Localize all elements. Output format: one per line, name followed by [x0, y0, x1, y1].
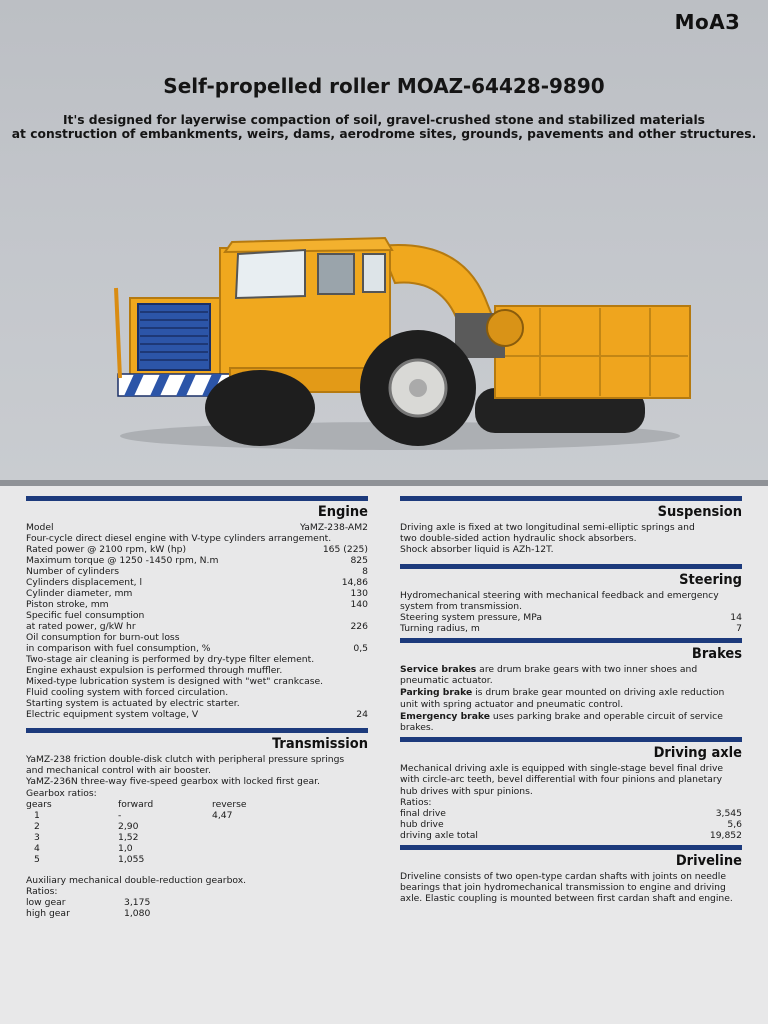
- text-line: with circle-arc teeth, bevel differential with four pinions and planetary: [400, 774, 723, 786]
- gear-cell: -: [118, 809, 122, 821]
- gear-row: [26, 810, 368, 821]
- spec-label: Model: [26, 522, 54, 533]
- text-line: YaMZ-238 friction double-disk clutch with peripheral pressure springs: [26, 754, 345, 765]
- section-bar: [400, 737, 742, 742]
- gear-cell: 4: [34, 842, 40, 854]
- spec-value: 140: [350, 599, 368, 610]
- spec-row: [26, 632, 368, 643]
- gear-row: [26, 821, 368, 832]
- spec-label: Two-stage air cleaning is performed by dry-type filter element.: [26, 654, 315, 665]
- spec-row: [26, 555, 368, 566]
- steering-text: [400, 590, 742, 612]
- text-line: system from transmission.: [400, 600, 523, 612]
- subtitle-line: at construction of embankments, weirs, dams, aerodrome sites, grounds, pavements and other structures.: [11, 127, 757, 141]
- spec-row: [26, 566, 368, 577]
- text-line: hub drives with spur pinions.: [400, 785, 533, 797]
- spec-label: at rated power, g/kW hr: [26, 621, 136, 632]
- spec-value: [362, 654, 368, 665]
- gear-cell: 1: [34, 809, 40, 821]
- spec-label: Piston stroke, mm: [26, 599, 109, 610]
- spec-label: Cylinders displacement, l: [26, 577, 143, 588]
- gear-cell: 2: [34, 820, 40, 832]
- spec-value: 14,86: [341, 577, 368, 588]
- spec-value: YaMZ-238-AM2: [299, 522, 368, 533]
- spec-value: 8: [362, 566, 368, 577]
- driving-axle-ratio-list: [400, 808, 742, 841]
- driveline-section-header: [400, 843, 742, 871]
- gear-row: [26, 843, 368, 854]
- gear-cell: 4,47: [212, 809, 233, 821]
- brake-item: [400, 664, 742, 686]
- spec-label: Starting system is actuated by electric starter.: [26, 698, 240, 709]
- engine-title: Engine: [317, 504, 368, 520]
- gear-header-cell: forward: [118, 798, 154, 810]
- driveline-title: Driveline: [675, 853, 742, 870]
- gear-cell: 2,90: [118, 820, 139, 832]
- steering-section-header: [400, 562, 742, 590]
- spec-value: [362, 676, 368, 687]
- text-line: Shock absorber liquid is AZh-12T.: [400, 544, 554, 556]
- brand-logo: МоАЗ: [674, 10, 740, 34]
- subtitle-line: It's designed for layerwise compaction of soil, gravel-crushed stone and stabilized materials: [62, 113, 705, 127]
- spec-value: [362, 610, 368, 621]
- section-bar: [400, 564, 742, 569]
- gear-cell: 1,055: [118, 853, 145, 865]
- section-bar: [400, 845, 742, 850]
- spec-value: 5,6: [727, 819, 742, 831]
- gear-cell: [212, 832, 302, 843]
- driving-axle-title: Driving axle: [653, 745, 742, 762]
- spec-label: hub drive: [400, 819, 444, 831]
- brake-type: Parking brake: [400, 687, 473, 699]
- text-line: and mechanical control with air booster.: [26, 765, 211, 777]
- text-line: Ratios:: [26, 886, 58, 898]
- spec-row: [400, 612, 742, 623]
- suspension-title: Suspension: [657, 504, 742, 520]
- ratio-row: [26, 908, 368, 919]
- spec-row: [400, 819, 742, 830]
- spec-value: 24: [356, 709, 368, 720]
- brake-type: Emergency brake: [400, 710, 490, 722]
- gear-cell: 1,52: [118, 831, 139, 843]
- spec-value: 226: [350, 621, 368, 632]
- gear-cell: [212, 854, 302, 865]
- brake-description: is drum brake gear mounted on driving axle reduction unit with spring actuator and pneumatic control.: [400, 687, 725, 710]
- spec-row: [26, 687, 368, 698]
- spec-value: 825: [350, 555, 368, 566]
- spec-row: [26, 709, 368, 720]
- text-line: YaMZ-236N three-way five-speed gearbox with locked first gear.: [26, 776, 320, 788]
- spec-label: Rated power @ 2100 rpm, kW (hp): [26, 544, 187, 555]
- gear-cell: 1,0: [118, 842, 133, 854]
- spec-label: Fluid cooling system with forced circulation.: [26, 687, 229, 698]
- suspension-text: [400, 522, 742, 556]
- transmission-section-header: [26, 726, 368, 754]
- suspension-section-header: [400, 494, 742, 522]
- spec-value: [362, 632, 368, 643]
- spec-value: 130: [350, 588, 368, 599]
- spec-value: [362, 533, 368, 544]
- spec-label: Specific fuel consumption: [26, 610, 145, 621]
- driving-axle-section-header: [400, 735, 742, 763]
- auxiliary-gearbox-text: [26, 875, 368, 897]
- auxiliary-ratio-list: [26, 897, 368, 919]
- spacer: [26, 865, 368, 875]
- brake-item: [400, 711, 742, 733]
- spec-row: [26, 599, 368, 610]
- text-line: Mechanical driving axle is equipped with single-stage bevel final drive: [400, 763, 724, 775]
- spec-row: [26, 577, 368, 588]
- spec-row: [400, 623, 742, 634]
- spec-value: [362, 698, 368, 709]
- hero-divider: [0, 480, 768, 486]
- text-line: Driving axle is fixed at two longitudinal semi-elliptic springs and: [400, 522, 695, 533]
- spec-row: [26, 676, 368, 687]
- hero-banner: [0, 0, 768, 480]
- spec-value: 165 (225): [322, 544, 368, 555]
- spec-label: driving axle total: [400, 830, 478, 842]
- spec-label: Electric equipment system voltage, V: [26, 709, 199, 720]
- spec-value: 0,5: [353, 643, 368, 654]
- spec-row: [26, 665, 368, 676]
- spec-label: Turning radius, m: [400, 623, 480, 635]
- spec-label: in comparison with fuel consumption, %: [26, 643, 211, 654]
- spec-label: Engine exhaust expulsion is performed through muffler.: [26, 665, 283, 676]
- ratio-label: low gear: [26, 897, 66, 909]
- gear-row: [26, 832, 368, 843]
- brake-description: are drum brake gears with two inner shoes and pneumatic actuator.: [400, 664, 698, 687]
- spec-label: Maximum torque @ 1250 -1450 rpm, N.m: [26, 555, 219, 566]
- right-column: [400, 494, 742, 905]
- brake-item: [400, 687, 742, 709]
- transmission-title: Transmission: [272, 736, 368, 752]
- brake-type: Service brakes: [400, 664, 477, 676]
- spec-row: [26, 544, 368, 555]
- spec-row: [26, 610, 368, 621]
- gear-ratio-table: [26, 799, 368, 865]
- text-line: Hydromechanical steering with mechanical feedback and emergency: [400, 589, 719, 601]
- left-column: [26, 494, 368, 919]
- spec-label: Number of cylinders: [26, 566, 120, 577]
- gear-cell: 3: [34, 831, 40, 843]
- gear-header-cell: reverse: [212, 798, 247, 810]
- ratio-value: 3,175: [124, 897, 151, 909]
- spec-row: [400, 830, 742, 841]
- gear-cell: [212, 821, 302, 832]
- spec-label: Mixed-type lubrication system is designed with "wet" crankcase.: [26, 676, 324, 687]
- page-title: Self-propelled roller MOAZ-64428-9890: [163, 74, 605, 98]
- spec-label: Cylinder diameter, mm: [26, 588, 133, 599]
- page-subtitle: [10, 113, 758, 141]
- text-line: Ratios:: [400, 796, 432, 808]
- spec-row: [26, 533, 368, 544]
- spec-value: 7: [736, 623, 742, 635]
- gear-table-header: [26, 799, 368, 810]
- spec-value: [362, 687, 368, 698]
- engine-spec-list: [26, 522, 368, 720]
- driveline-text: [400, 871, 742, 905]
- spec-row: [26, 588, 368, 599]
- gear-cell: 5: [34, 853, 40, 865]
- text-line: axle. Elastic coupling is mounted between first cardan shaft and engine.: [400, 893, 733, 905]
- gear-cell: [212, 843, 302, 854]
- engine-section-header: [26, 494, 368, 522]
- spec-row: [26, 643, 368, 654]
- brake-description: uses parking brake and operable circuit of service brakes.: [400, 710, 723, 734]
- gear-row: [26, 854, 368, 865]
- spec-value: [362, 665, 368, 676]
- spec-value: 14: [730, 612, 742, 624]
- ratio-label: high gear: [26, 908, 70, 920]
- spec-label: final drive: [400, 808, 446, 820]
- transmission-text: [26, 754, 368, 799]
- spec-row: [400, 808, 742, 819]
- text-line: two double-sided action hydraulic shock absorbers.: [400, 533, 637, 545]
- section-bar: [26, 496, 368, 501]
- ratio-value: 1,080: [124, 908, 151, 920]
- text-line: Driveline consists of two open-type cardan shafts with joints on needle: [400, 871, 726, 883]
- brakes-text: [400, 664, 742, 733]
- spec-label: Steering system pressure, MPa: [400, 612, 542, 624]
- steering-title: Steering: [679, 571, 742, 588]
- roller-machine-image: [100, 228, 700, 458]
- text-line: bearings that join hydromechanical transmission to engine and driving: [400, 882, 726, 894]
- ratio-row: [26, 897, 368, 908]
- driving-axle-text: [400, 763, 742, 808]
- gear-header-cell: gears: [26, 798, 52, 810]
- brakes-title: Brakes: [691, 646, 742, 663]
- section-bar: [400, 496, 742, 501]
- spec-row: [26, 654, 368, 665]
- section-bar: [26, 728, 368, 733]
- section-bar: [400, 638, 742, 643]
- text-line: Auxiliary mechanical double-reduction gearbox.: [26, 874, 247, 886]
- text-line: Gearbox ratios:: [26, 787, 97, 799]
- spec-value: 19,852: [709, 830, 742, 842]
- spec-row: [26, 522, 368, 533]
- spec-label: Oil consumption for burn-out loss: [26, 632, 180, 643]
- spec-label: Four-cycle direct diesel engine with V-type cylinders arrangement.: [26, 533, 332, 544]
- spec-row: [26, 621, 368, 632]
- spec-row: [26, 698, 368, 709]
- spec-value: 3,545: [715, 808, 742, 820]
- brakes-section-header: [400, 636, 742, 664]
- steering-spec-list: [400, 612, 742, 634]
